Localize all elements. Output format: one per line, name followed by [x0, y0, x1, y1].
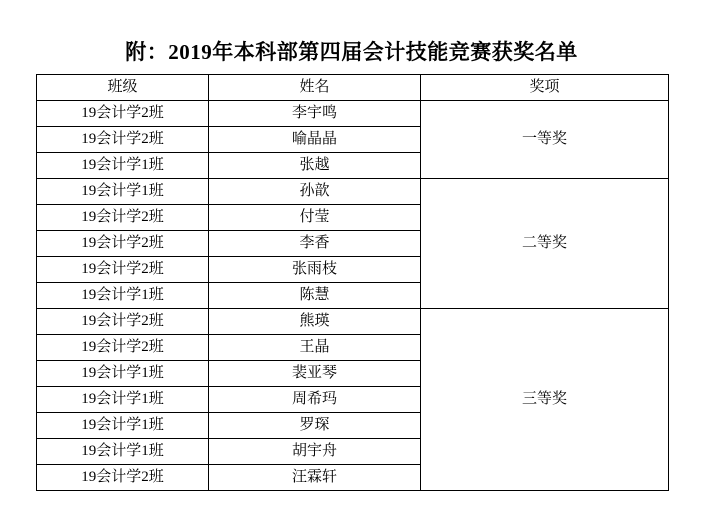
cell-name: 汪霖轩: [209, 465, 421, 491]
cell-class: 19会计学1班: [37, 153, 209, 179]
award-list-table: [36, 74, 669, 491]
cell-name: 张越: [209, 153, 421, 179]
cell-prize: 二等奖: [421, 179, 669, 309]
cell-class: 19会计学1班: [37, 413, 209, 439]
table-header: [37, 75, 669, 101]
column-header-class: 班级: [37, 75, 209, 101]
cell-name: 李宇鸣: [209, 101, 421, 127]
cell-class: 19会计学2班: [37, 205, 209, 231]
cell-class: 19会计学1班: [37, 387, 209, 413]
column-header-name: 姓名: [209, 75, 421, 101]
cell-name: 周希玛: [209, 387, 421, 413]
cell-class: 19会计学2班: [37, 257, 209, 283]
cell-name: 裴亚琴: [209, 361, 421, 387]
cell-name: 孙歆: [209, 179, 421, 205]
cell-class: 19会计学1班: [37, 439, 209, 465]
cell-class: 19会计学2班: [37, 309, 209, 335]
cell-name: 熊瑛: [209, 309, 421, 335]
cell-class: 19会计学2班: [37, 465, 209, 491]
cell-name: 王晶: [209, 335, 421, 361]
table-header-row: [37, 75, 669, 101]
table-row: [37, 309, 669, 335]
cell-class: 19会计学2班: [37, 101, 209, 127]
cell-name: 罗琛: [209, 413, 421, 439]
cell-class: 19会计学2班: [37, 335, 209, 361]
cell-name: 胡宇舟: [209, 439, 421, 465]
cell-class: 19会计学1班: [37, 283, 209, 309]
cell-name: 陈慧: [209, 283, 421, 309]
table-body: [37, 101, 669, 491]
column-header-prize: 奖项: [421, 75, 669, 101]
cell-name: 喻晶晶: [209, 127, 421, 153]
cell-class: 19会计学1班: [37, 361, 209, 387]
cell-class: 19会计学1班: [37, 179, 209, 205]
cell-prize: 三等奖: [421, 309, 669, 491]
cell-prize: 一等奖: [421, 101, 669, 179]
cell-name: 李香: [209, 231, 421, 257]
cell-name: 张雨枝: [209, 257, 421, 283]
table-row: [37, 101, 669, 127]
page-title: 附：2019年本科部第四届会计技能竞赛获奖名单: [125, 40, 578, 64]
cell-class: 19会计学2班: [37, 127, 209, 153]
cell-name: 付莹: [209, 205, 421, 231]
cell-class: 19会计学2班: [37, 231, 209, 257]
table-row: [37, 179, 669, 205]
